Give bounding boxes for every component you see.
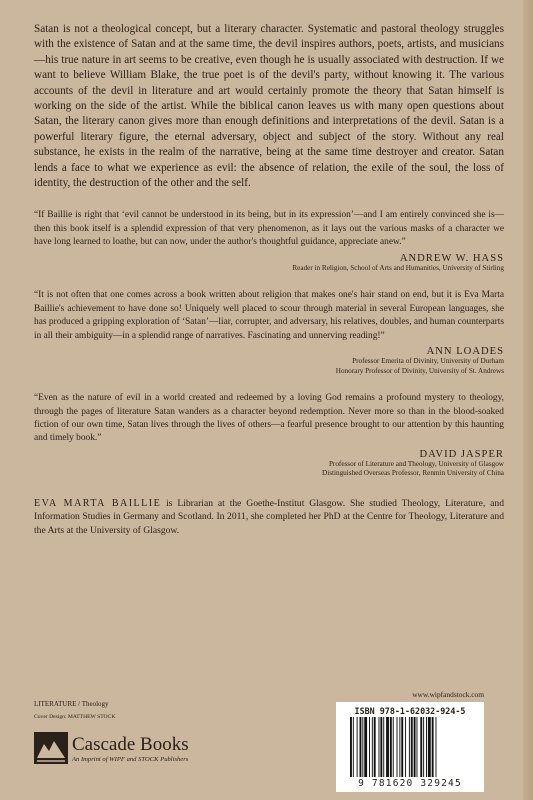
back-cover-text bbox=[34, 22, 504, 537]
author-bio-text: is Librarian at the Goethe-Institut Glasgow. She studied Theology, Literature, and Information Studies in Germany and Scotland. In 2011, she completed her PhD at the Centre for Theology, Literature and the Arts at the University of Glasgow. bbox=[34, 497, 505, 536]
barcode-bars-icon bbox=[350, 717, 470, 777]
endorsement-quote: “If Baillie is right that ‘evil cannot be understood in its being, but in its expression’—and I am entirely convinced she is—then this book itself is a splendid expression of that very phenomenon, as it lays out the various masks of a character we have long learned to loathe, but can now, under the author's thoughtful guidance, appreciate anew.” bbox=[34, 210, 504, 248]
barcode-bar bbox=[420, 717, 422, 777]
barcode-bar bbox=[428, 717, 431, 777]
cover-design-credit: Cover Design: MATTHEW STOCK bbox=[34, 714, 116, 720]
barcode-bar bbox=[405, 717, 406, 777]
barcode-bar bbox=[383, 717, 384, 777]
category-label: LITERATURE / Theology bbox=[34, 700, 109, 708]
publisher-emblem-icon bbox=[34, 732, 68, 764]
endorser-name: ANN LOADES bbox=[426, 345, 504, 357]
barcode-bar bbox=[380, 717, 382, 777]
barcode-bar bbox=[390, 717, 392, 777]
barcode bbox=[336, 702, 484, 792]
endorser-affiliation: Professor of Literature and Theology, University of Glasgow bbox=[328, 459, 504, 468]
barcode-bar bbox=[397, 717, 398, 777]
barcode-bar bbox=[374, 717, 376, 777]
barcode-bar bbox=[399, 717, 400, 777]
endorsement bbox=[34, 209, 504, 273]
endorser-name: DAVID JASPER bbox=[419, 448, 504, 460]
barcode-bar bbox=[432, 717, 434, 777]
barcode-bar bbox=[423, 717, 424, 777]
barcode-bar bbox=[350, 717, 352, 777]
barcode-bar bbox=[369, 717, 370, 777]
barcode-bar bbox=[372, 717, 373, 777]
barcode-bar bbox=[379, 717, 380, 777]
barcode-bar bbox=[393, 717, 394, 777]
barcode-bar bbox=[411, 717, 413, 777]
barcode-bar bbox=[414, 717, 416, 777]
publisher-tagline: An Imprint of WIPF and STOCK Publishers bbox=[72, 756, 189, 763]
endorser-affiliation: Reader in Religion, School of Arts and Humanities, University of Stirling bbox=[292, 263, 504, 272]
barcode-bar bbox=[409, 717, 410, 777]
endorser-affiliation: Distinguished Overseas Professor, Renmin University of China bbox=[322, 469, 504, 478]
endorsement bbox=[34, 289, 504, 376]
barcode-bar bbox=[436, 717, 437, 777]
barcode-bar bbox=[357, 717, 358, 777]
barcode-bar bbox=[401, 717, 403, 777]
endorser-affiliation: Honorary Professor of Divinity, University of St. Andrews bbox=[335, 366, 504, 375]
barcode-bar bbox=[417, 717, 418, 777]
barcode-bar bbox=[426, 717, 427, 777]
barcode-bar bbox=[360, 717, 362, 777]
author-bio bbox=[34, 497, 504, 537]
publisher-logo bbox=[34, 730, 254, 770]
barcode-bar bbox=[362, 717, 363, 777]
endorser-name: ANDREW W. HASS bbox=[399, 252, 504, 264]
barcode-bar bbox=[353, 717, 354, 777]
endorser-affiliation: Professor Emerita of Divinity, University of Durham bbox=[352, 356, 504, 365]
barcode-digits: 9 781620 329245 bbox=[358, 778, 462, 789]
endorsement-quote: “It is not often that one comes across a book written about religion that makes one's hair stand on end, but it is Eva Marta Baillie's achievement to have done so! Uniquely well placed to scour through material in several European languages, she has produced a gripping exploration of ‘Satan’—liar, corrupter, and adversary, his relatives, doubles, and human counterparts in all their ambiguity—in a splendid range of narratives. Fascinating and unnerving reading!” bbox=[34, 290, 504, 341]
barcode-bar bbox=[364, 717, 367, 777]
page-edge bbox=[523, 0, 533, 800]
isbn-label: ISBN 978-1-62032-924-5 bbox=[354, 706, 466, 716]
publisher-name: Cascade Books bbox=[72, 734, 189, 755]
endorsement-quote: “Even as the nature of evil in a world created and redeemed by a loving God remains a profound mystery to theology, through the pages of literature Satan wanders as a character beyond redemption. Never more so than in the blood-soaked fiction of our own time, Satan lives through the lives of others—a fearful presence brought to our attention by this haunting and timely book.” bbox=[34, 393, 504, 444]
cover-footer bbox=[34, 690, 504, 795]
endorsement bbox=[34, 392, 504, 479]
author-name: EVA MARTA BAILLIE bbox=[34, 497, 162, 509]
barcode-bar bbox=[386, 717, 389, 777]
publisher-website: www.wipfandstock.com bbox=[412, 690, 484, 699]
book-blurb: Satan is not a theological concept, but a literary character. Systematic and pastoral theology struggles with the existence of Satan and at the same time, the devil inspires authors, poets, artists, and musicians—his true nature in art seems to be creative, even though he is usually associated with destruction. If we want to believe William Blake, the true poet is of the devil's party, without knowing it. The various accounts of the devil in literature and art would certainly promote the theory that Satan himself is working on the side of the artist. While the biblical canon leaves us with many open questions about Satan, the literary canon gives more than enough definitions and interpretations of the devil. Satan is a powerful literary figure, the eternal adversary, object and subject of the story. Without any real substance, he exists in the realm of the narrative, being at the same time destroyer and creator. Satan lends a face to what we experience as evil: the absence of relation, the exile of the soul, the loss of identity, the destruction of the other and the self. bbox=[34, 23, 504, 190]
